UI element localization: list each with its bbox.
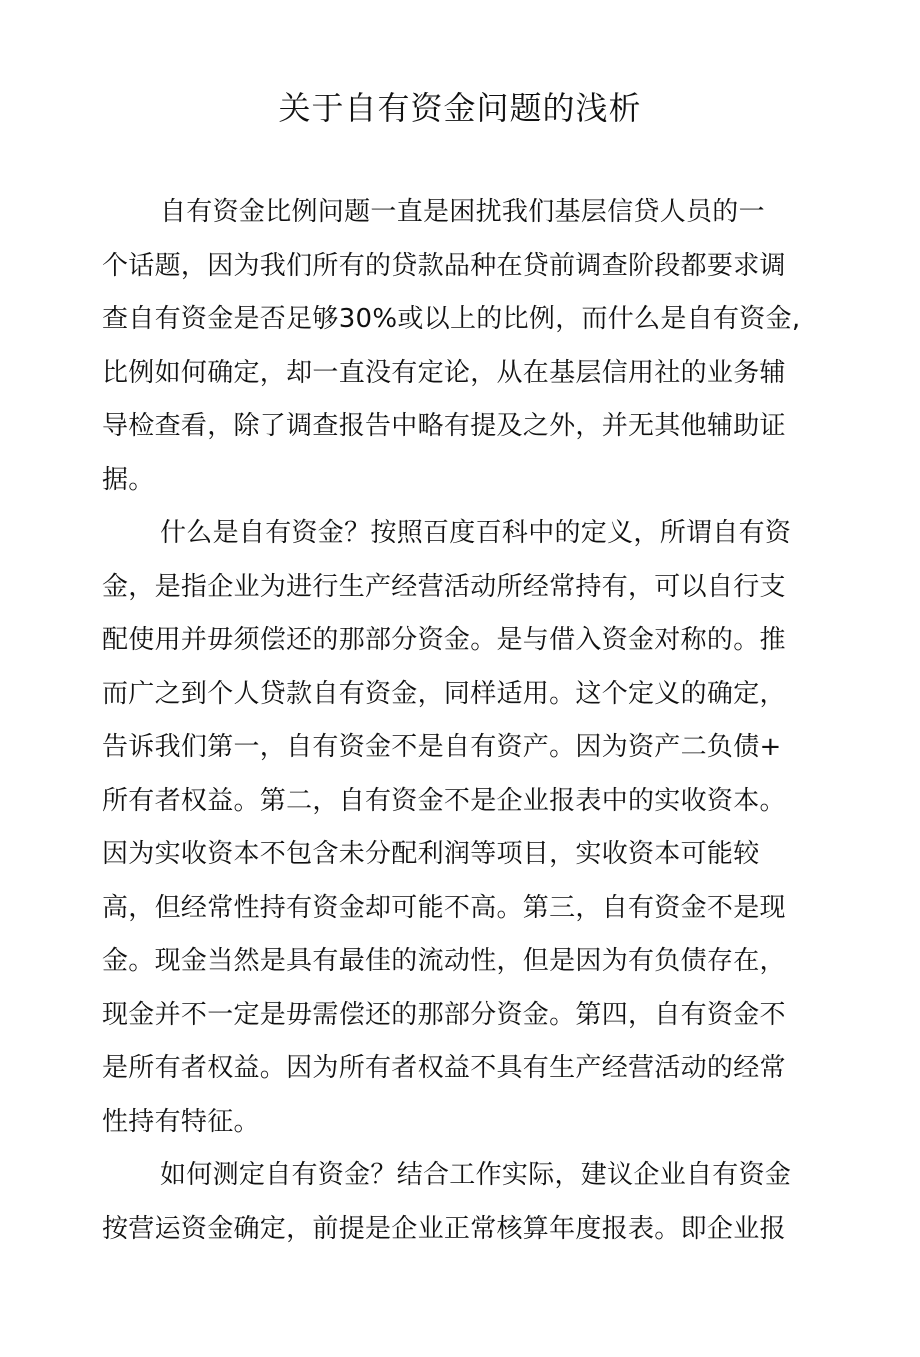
paragraph-2-line-6: 所有者权益。第二，自有资金不是企业报表中的实收资本。 <box>102 785 786 816</box>
paragraph-2-line-10: 现金并不一定是毋需偿还的那部分资金。第四，自有资金不 <box>102 999 786 1030</box>
paragraph-2-line-2: 金，是指企业为进行生产经营活动所经常持有，可以自行支 <box>102 571 786 602</box>
paragraph-2-line-9: 金。现金当然是具有最佳的流动性，但是因为有负债存在， <box>102 946 786 976</box>
paragraph-2-line-5: 告诉我们第一，自有资金不是自有资产。因为资产二负债+ <box>102 732 782 762</box>
paragraph-2-line-4: 而广之到个人贷款自有资金，同样适用。这个定义的确定， <box>102 678 786 709</box>
paragraph-3-line-1: 如何测定自有资金？结合工作实际，建议企业自有资金 <box>160 1160 792 1190</box>
paragraph-1-line-2: 个话题，因为我们所有的贷款品种在贷前调查阶段都要求调 <box>102 250 786 281</box>
paragraph-2-line-1: 什么是自有资金？按照百度百科中的定义，所谓自有资 <box>160 518 792 548</box>
paragraph-1-line-3: 查自有资金是否足够30%或以上的比例，而什么是自有资金, <box>102 304 801 334</box>
document-body <box>102 186 802 1256</box>
paragraph-3-line-2: 按营运资金确定，前提是企业正常核算年度报表。即企业报 <box>102 1213 786 1244</box>
paragraph-1-line-1: 自有资金比例问题一直是困扰我们基层信贷人员的一 <box>160 197 765 227</box>
paragraph-1-line-5: 导检查看，除了调查报告中略有提及之外，并无其他辅助证 <box>102 411 786 441</box>
paragraph-2-line-3: 配使用并毋须偿还的那部分资金。是与借入资金对称的。推 <box>102 625 786 655</box>
paragraph-1-line-6: 据。 <box>102 464 155 495</box>
paragraph-2-line-8: 高，但经常性持有资金却可能不高。第三，自有资金不是现 <box>102 892 786 923</box>
paragraph-2-line-11: 是所有者权益。因为所有者权益不具有生产经营活动的经常 <box>102 1053 786 1083</box>
document-title: 关于自有资金问题的浅析 <box>278 89 642 127</box>
paragraph-1-line-4: 比例如何确定，却一直没有定论，从在基层信用社的业务辅 <box>102 357 786 388</box>
paragraph-2-line-7: 因为实收资本不包含未分配利润等项目，实收资本可能较 <box>102 839 760 869</box>
paragraph-2-line-12: 性持有特征。 <box>102 1106 260 1137</box>
